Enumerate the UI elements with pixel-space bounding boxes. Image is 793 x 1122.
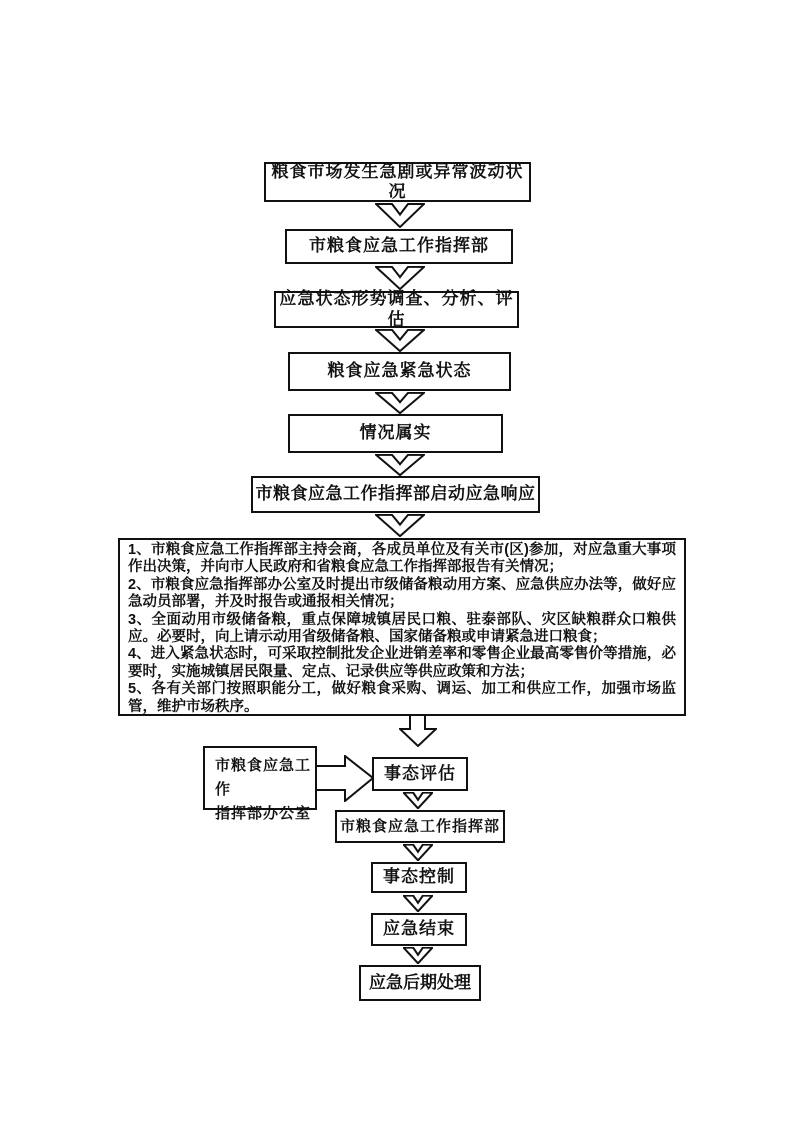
chevron-down-arrow-icon (403, 844, 433, 861)
chevron-down-arrow-icon (403, 792, 433, 809)
node-situation-investigation: 应急状态形势调查、分析、评估 (274, 291, 519, 328)
node-start-emergency-response: 市粮食应急工作指挥部启动应急响应 (251, 476, 540, 513)
block-down-arrow-icon (399, 716, 437, 747)
response-measures-box (118, 538, 686, 716)
node-emergency-state: 粮食应急紧急状态 (288, 352, 511, 391)
chevron-down-arrow-icon (403, 895, 433, 912)
node-emergency-end: 应急结束 (371, 913, 467, 946)
node-grain-emergency-command: 市粮食应急工作指挥部 (285, 229, 513, 264)
chevron-down-arrow-icon (375, 266, 425, 290)
measure-item-4: 4、进入紧急状态时，可采取控制批发企业进销差率和零售企业最高零售价等措施，必要时，实施城镇居民限量、定点、记录供应等供应政策和方法； (128, 646, 676, 680)
chevron-down-arrow-icon (403, 947, 433, 964)
node-grain-emergency-command-2: 市粮食应急工作指挥部 (335, 810, 505, 843)
chevron-down-arrow-icon (375, 454, 425, 476)
node-situation-verified: 情况属实 (288, 414, 503, 453)
node-situation-control: 事态控制 (371, 862, 467, 893)
chevron-down-arrow-icon (375, 392, 425, 414)
node-market-fluctuation: 粮食市场发生急剧或异常波动状况 (264, 162, 531, 202)
measure-item-2: 2、市粮食应急指挥部办公室及时提出市级储备粮动用方案、应急供应办法等，做好应急动员部署，并及时报告或通报相关情况； (128, 576, 676, 611)
measure-item-3: 3、全面动用市级储备粮，重点保障城镇居民口粮、驻泰部队、灾区缺粮群众口粮供应。必要时，向上请示动用省级储备粮、国家储备粮或申请紧急进口粮食； (128, 611, 676, 646)
measure-item-1: 1、市粮食应急工作指挥部主持会商，各成员单位及有关市(区)参加，对应急重大事项作出决策，并向市人民政府和省粮食应急工作指挥部报告有关情况； (128, 542, 676, 576)
node-post-emergency-processing: 应急后期处理 (359, 965, 481, 1001)
measure-item-5: 5、各有关部门按照职能分工，做好粮食采购、调运、加工和供应工作，加强市场监管，维护市场秩序。 (128, 681, 676, 715)
command-office-line2: 指挥部办公室 (215, 805, 312, 822)
chevron-down-arrow-icon (375, 203, 425, 228)
block-right-arrow-icon (317, 755, 374, 802)
chevron-down-arrow-icon (375, 514, 425, 537)
command-office-line1: 市粮食应急工作 (215, 757, 312, 798)
chevron-down-arrow-icon (375, 329, 425, 352)
node-situation-evaluation: 事态评估 (372, 757, 468, 791)
command-office-box (203, 746, 317, 822)
